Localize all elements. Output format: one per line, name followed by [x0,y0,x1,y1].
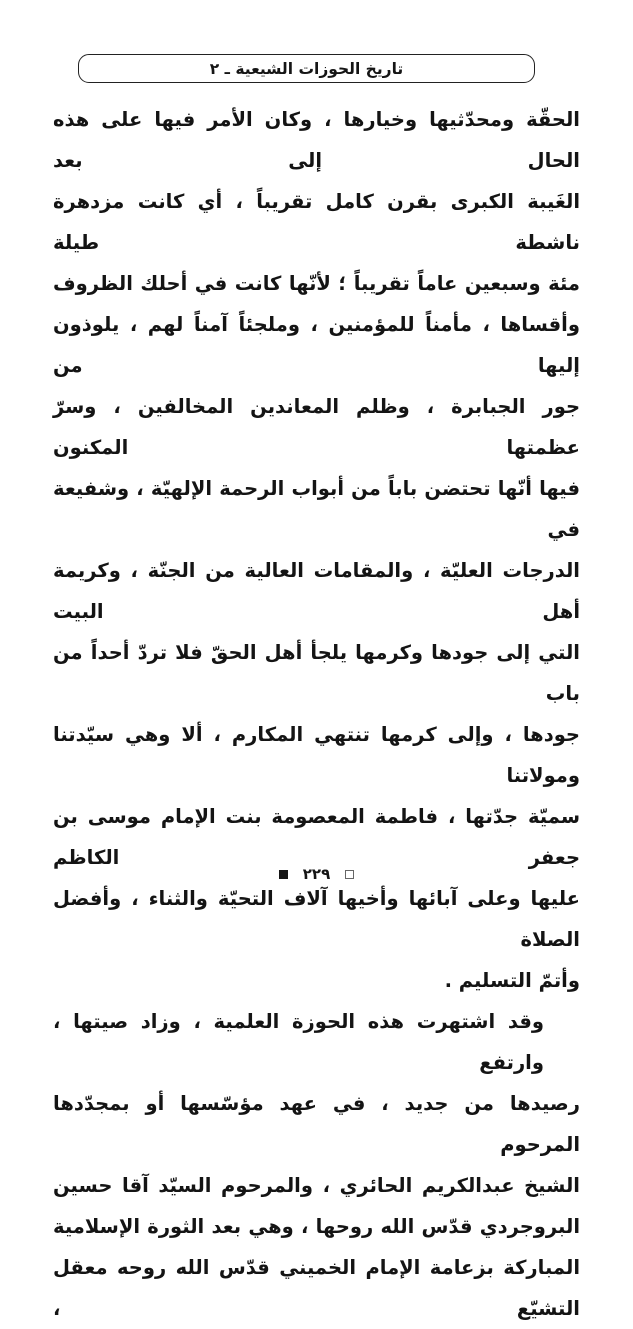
text-line: الغَيبة الكبرى بقرن كامل تقريباً ، أي كانت مزدهرة ناشطة طيلة [53,190,580,254]
text-line: رصيدها من جديد ، في عهد مؤسّسها أو بمجدّدها المرحوم [53,1092,580,1156]
text-line-paragraph-end: وأتمّ التسليم . [444,969,580,992]
text-line-paragraph-start: وقد اشتهرت هذه الحوزة العلمية ، وزاد صيتها ، وارتفع [53,1010,544,1074]
page-footer [0,867,633,882]
filled-square-icon [279,870,288,879]
text-line: الحقّة ومحدّثيها وخيارها ، وكان الأمر فيها على هذه الحال إلى بعد [53,108,580,172]
text-line: عليها وعلى آبائها وأخيها آلاف التحيّة والثناء ، وأفضل الصلاة [53,887,580,951]
page-header [78,54,535,83]
text-line: الشيخ عبدالكريم الحائري ، والمرحوم السيّد آقا حسين [53,1174,580,1197]
open-square-icon [345,870,354,879]
text-line: فيها أنّها تحتضن باباً من أبواب الرحمة الإلهيّة ، وشفيعة في [53,477,580,541]
text-line: الدرجات العليّة ، والمقامات العالية من الجنّة ، وكريمة أهل البيت [53,559,580,623]
text-line: البروجردي قدّس الله روحها ، وهي بعد الثورة الإسلامية [53,1215,580,1238]
text-line: وأقساها ، مأمناً للمؤمنين ، وملجئاً آمناً لهم ، يلوذون إليها من [53,313,580,377]
body-text [53,99,580,1329]
text-line: جودها ، وإلى كرمها تنتهي المكارم ، ألا وهي سيّدتنا ومولاتنا [53,723,580,787]
book-title: تاريخ الحوزات الشيعية ـ ٢ [209,59,404,78]
text-line: سميّة جدّتها ، فاطمة المعصومة بنت الإمام موسى بن جعفر الكاظم [53,805,580,869]
text-line: مئة وسبعين عاماً تقريباً ؛ لأنّها كانت في أحلك الظروف [53,272,580,295]
text-line: جور الجبابرة ، وظلم المعاندين المخالفين ، وسرّ عظمتها المكنون [53,395,580,459]
text-line: المباركة بزعامة الإمام الخميني قدّس الله روحه معقل التشيّع ، [53,1256,580,1320]
text-line: التي إلى جودها وكرمها يلجأ أهل الحقّ فلا تردّ أحداً من باب [53,641,580,705]
page-number: ٢٢٩ [302,865,331,883]
